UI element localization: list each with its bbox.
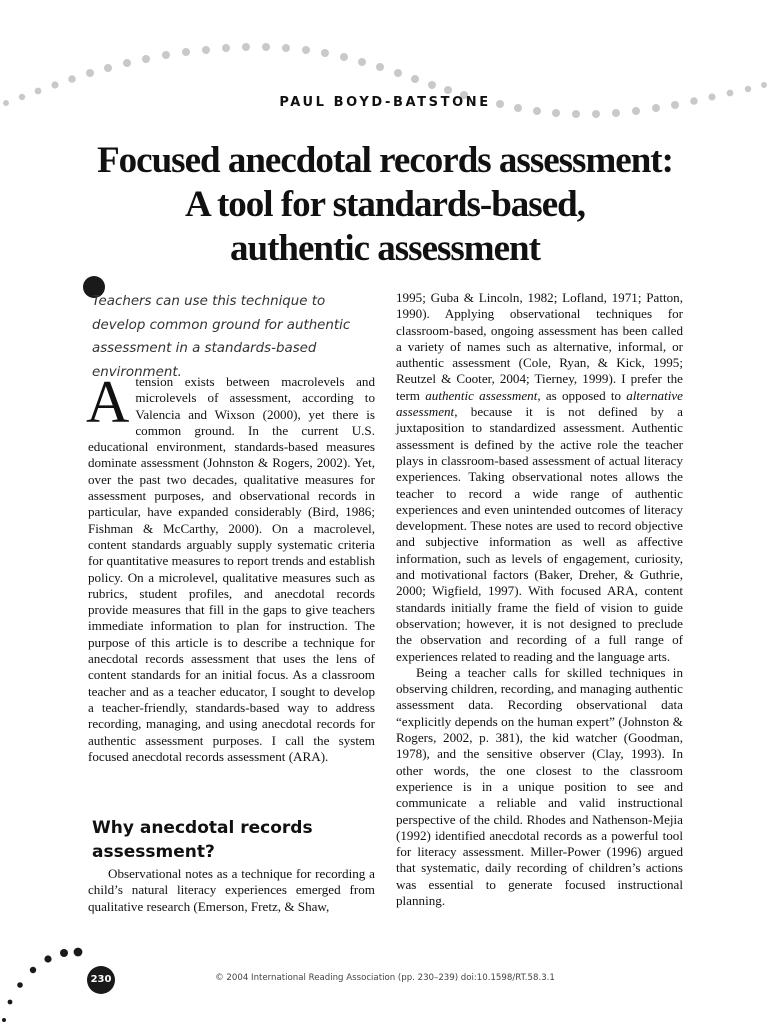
left-column — [86, 369, 375, 765]
emphasis-alternative: alternative assessment — [396, 387, 683, 420]
decorative-dot-arc — [0, 0, 770, 130]
page-number-badge: 230 — [87, 966, 115, 994]
right-paragraph-1 — [396, 290, 683, 665]
intro-paragraph — [86, 369, 375, 765]
text-run: 1995; Guba & Lincoln, 1982; Lofland, 1971; Patton, 1990). Applying observational techniques for classroom-based, ongoing assessment has been called a variety of names such as alternative, informal, or authentic assessment (Cole, Ryan, & Kick, 1995; Reutzel & Cooter, 2004; Tierney, 1999). I prefer the term — [396, 290, 683, 403]
section-body — [88, 866, 375, 915]
title-line: Focused anecdotal records assessment: — [97, 140, 673, 181]
copyright-citation: © 2004 International Reading Association (pp. 230–239) doi:10.1598/RT.58.3.1 — [215, 973, 555, 983]
article-deck: Teachers can use this technique to develop common ground for authentic assessment in a standards-based environment. — [92, 294, 351, 380]
right-paragraph-2: Being a teacher calls for skilled techniques in observing children, recording, and managing authentic assessment data. Recording observational data “explicitly depends on the human expert” (Johnston & Rogers, 2002, p. 381), the kid watcher (Goodman, 1978), and the sensitive observer (Clay, 1993). In other words, the one closest to the classroom experience is in a unique position to see and communicate a reliable and valid instructional perspective of the child. Rhodes and Nathenson-Mejia (1992) identified anecdotal records as a powerful tool for literacy assessment. Miller-Power (1996) argued that systematic, daily recording of children’s actions was essential to generate focused instructional planning. — [396, 664, 683, 908]
text-run: , because it is not defined by a juxtaposition to standardized assessment. Authentic assessment is defined by the active role the teacher plays in classroom-based assessment of actual literacy experiences. Taking observational notes allows the teacher to record a wide range of authentic experiences and even unintended outcomes of literacy development. These notes are used to record objective and subjective information as well as affective information, such as levels of engagement, curiosity, and motivational factors (Baker, Dreher, & Guthrie, 2000; Wigfield, 1997). With focused ARA, content standards initially frame the field of vision to guide observation; however, it is not designed to preclude the observation and recording of a full range of experiences related to reading and the language arts. — [396, 404, 683, 664]
text-run: , as opposed to — [537, 387, 627, 403]
article-title — [40, 139, 730, 271]
author-name: PAUL BOYD-BATSTONE — [279, 95, 491, 110]
drop-cap: A — [86, 369, 130, 435]
title-line: A tool for standards-based, — [185, 184, 585, 225]
section-heading: Why anecdotal records assessment? — [92, 818, 313, 862]
right-column — [396, 290, 683, 909]
intro-text: tension exists between macrolevels and microlevels of assessment, according to Valencia and Wixson (2000), yet there is common ground. In the current U.S. educational environment, standards-based measures dominate assessment (Johnston & Rogers, 2002). Yet, over the past two decades, qualitative measures for assessment purposes, and observational records in particular, have expanded considerably (Bird, 1986; Fishman & McCarthy, 2000). On a macrolevel, content standards arguably supply systematic criteria for quantitative measures to report trends and establish policy. On a microlevel, qualitative measures such as rubrics, student profiles, and anecdotal records provide measures that fill in the gaps to give teachers immediate information to plan for instruction. The purpose of this article is to describe a technique for anecdotal records assessment that uses the lens of content standards for an initial focus. As a classroom teacher and as a teacher educator, I sought to develop a teacher-friendly, standards-based way to address recording, managing, and using anecdotal records for authentic assessment purposes. I call the system focused anecdotal records assessment (ARA). — [88, 374, 375, 764]
title-line: authentic assessment — [230, 228, 540, 269]
emphasis-authentic: authentic assessment — [425, 387, 538, 403]
section-paragraph: Observational notes as a technique for recording a child’s natural literacy experiences emerged from qualitative research (Emerson, Fretz, & Shaw, — [88, 866, 375, 914]
